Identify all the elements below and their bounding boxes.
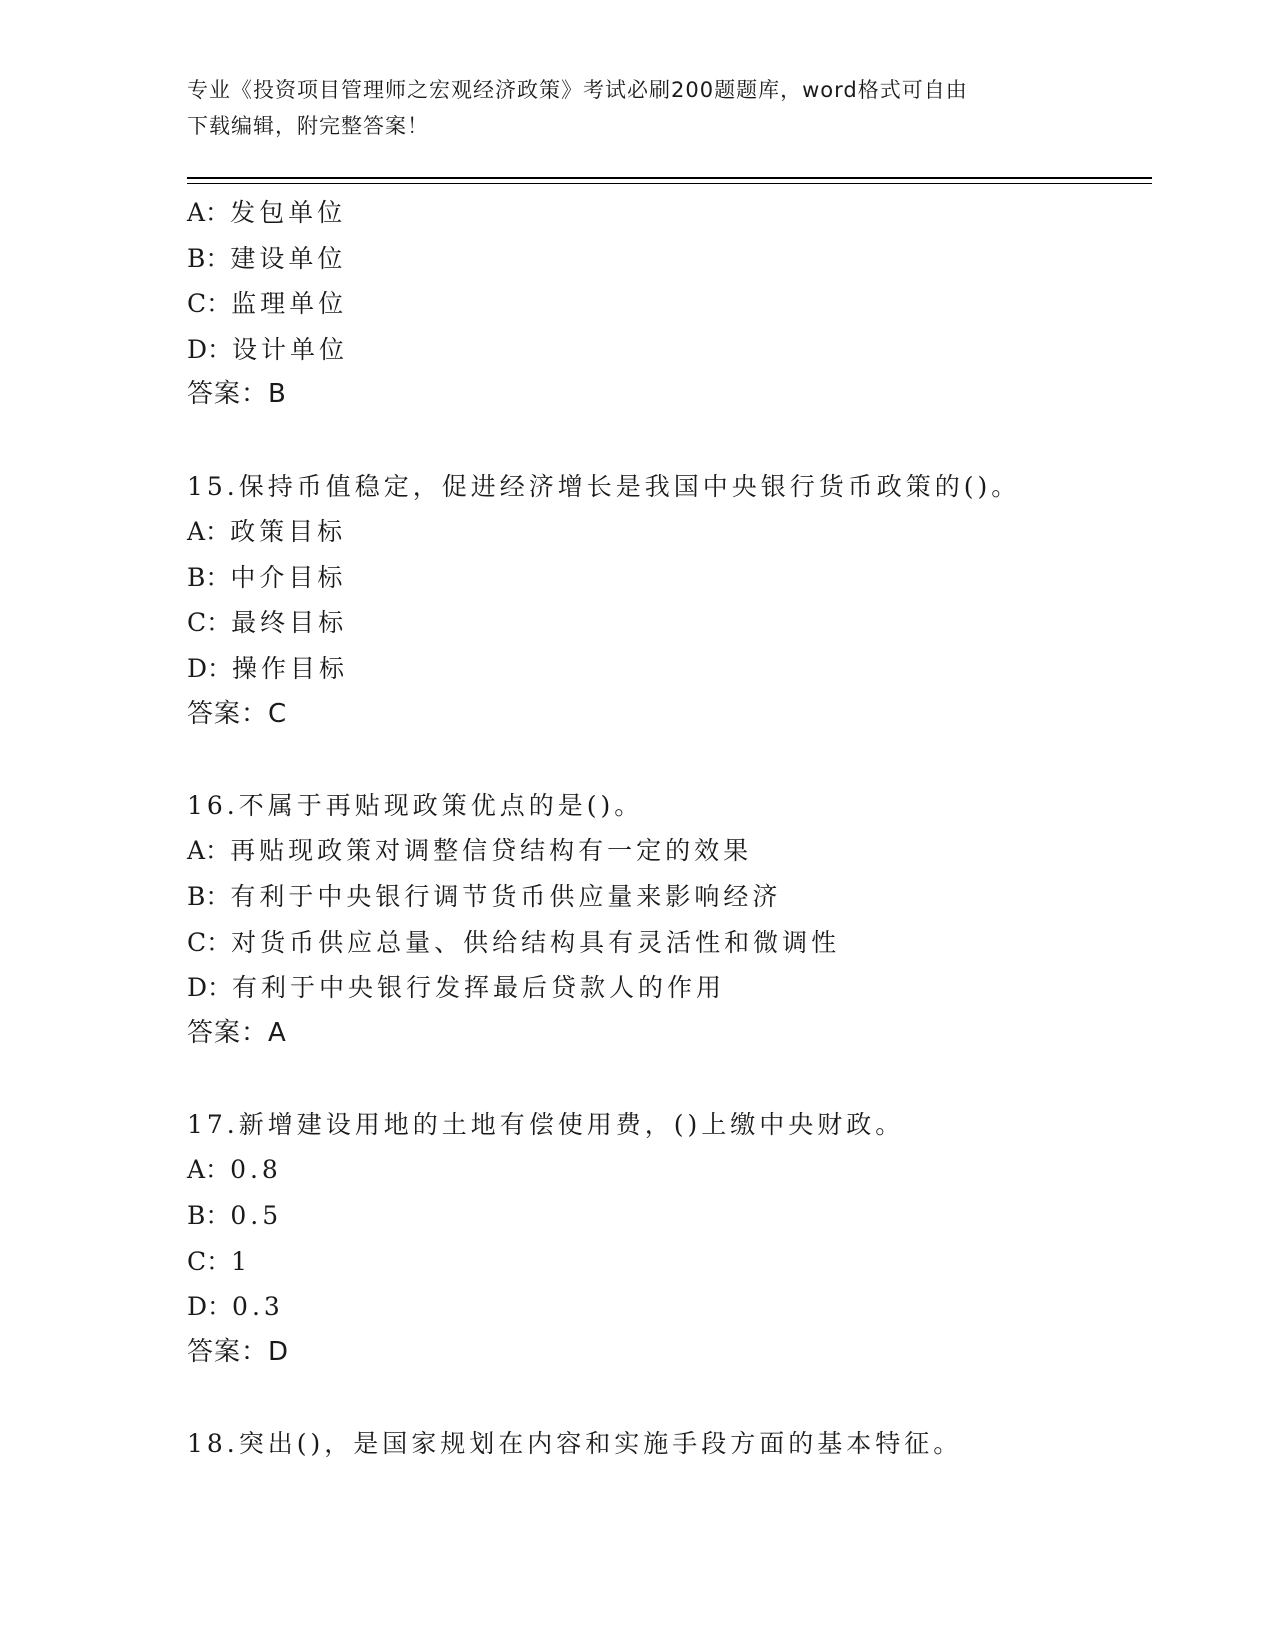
question-text: 15.保持币值稳定，促进经济增长是我国中央银行货币政策的()。 <box>187 471 1021 501</box>
option-c: C：对货币供应总量、供给结构具有灵活性和微调性 <box>187 927 841 957</box>
option-b: B：建设单位 <box>187 243 347 273</box>
question-text: 17.新增建设用地的土地有偿使用费，()上缴中央财政。 <box>187 1109 905 1139</box>
option-a: A：0.8 <box>187 1155 282 1185</box>
question-15-block <box>187 464 1147 738</box>
spacer <box>187 1056 1147 1102</box>
spacer <box>187 1375 1147 1421</box>
question-text: 16.不属于再贴现政策优点的是()。 <box>187 790 644 820</box>
question-14-block <box>187 190 1147 418</box>
header-line-1: 专业《投资项目管理师之宏观经济政策》考试必刷200题题库，word格式可自由 <box>187 78 968 102</box>
option-c: C：1 <box>187 1246 252 1276</box>
option-a: A：发包单位 <box>187 198 347 227</box>
option-c: C：监理单位 <box>187 289 348 319</box>
option-a: A：政策目标 <box>187 517 347 547</box>
answer-line: 答案：A <box>187 1017 287 1048</box>
option-d: D：设计单位 <box>187 334 349 364</box>
option-c: C：最终目标 <box>187 608 348 638</box>
question-18-block <box>187 1421 1147 1467</box>
option-d: D：有利于中央银行发挥最后贷款人的作用 <box>187 973 726 1003</box>
header-rule-thick <box>187 177 1152 179</box>
question-list <box>187 190 1147 1467</box>
option-d: D：操作目标 <box>187 653 349 683</box>
question-17-block <box>187 1102 1147 1376</box>
spacer <box>187 737 1147 783</box>
answer-line: 答案：D <box>187 1336 290 1367</box>
option-d: D：0.3 <box>187 1292 284 1322</box>
question-text: 18.突出()，是国家规划在内容和实施手段方面的基本特征。 <box>187 1429 963 1459</box>
answer-line: 答案：B <box>187 379 287 410</box>
option-b: B：0.5 <box>187 1201 283 1231</box>
document-header <box>187 72 1087 144</box>
header-rule-thin <box>187 183 1152 184</box>
answer-line: 答案：C <box>187 698 288 729</box>
option-a: A：再贴现政策对调整信贷结构有一定的效果 <box>187 836 753 866</box>
spacer <box>187 418 1147 464</box>
question-16-block <box>187 783 1147 1057</box>
header-line-2: 下载编辑，附完整答案！ <box>187 114 429 138</box>
option-b: B：有利于中央银行调节货币供应量来影响经济 <box>187 881 782 911</box>
option-b: B：中介目标 <box>187 562 347 592</box>
